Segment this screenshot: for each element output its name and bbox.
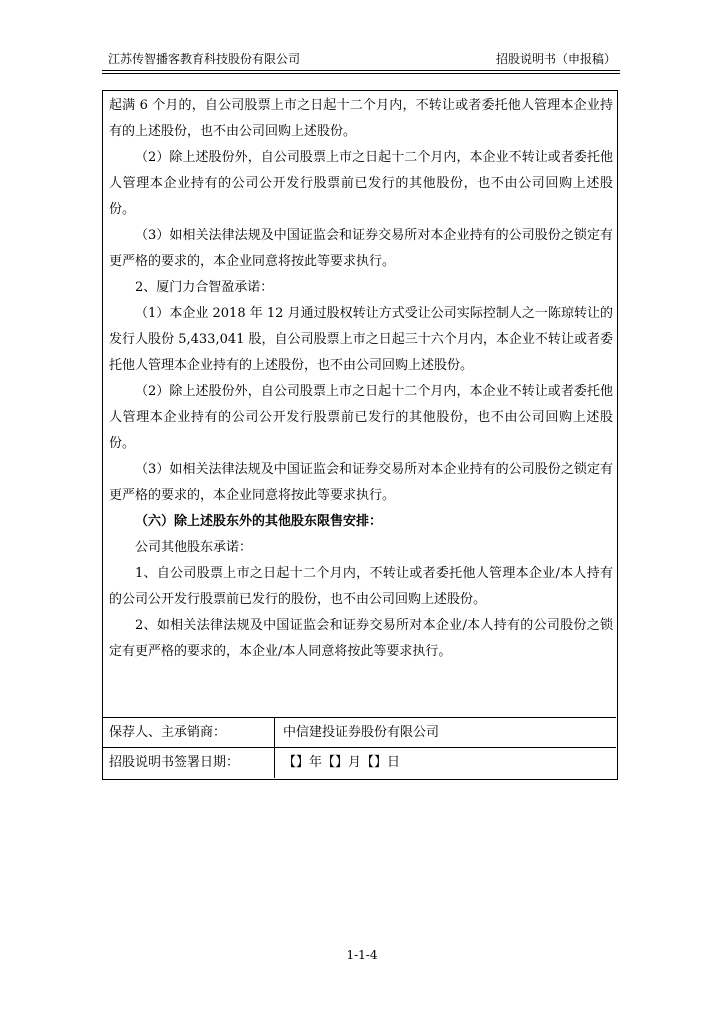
- paragraph: （1）本企业 2018 年 12 月通过股权转让方式受让公司实际控制人之一陈琼转让的发行人股份 5,433,041 股，自公司股票上市之日起三十六个月内，本企业不转让或者委托他人管理本企业持有的上述股份，也不由公司回购上述股份。: [109, 306, 613, 373]
- cell-divider: [274, 748, 275, 778]
- table-row: [103, 747, 616, 777]
- header-document-title: 招股说明书（申报稿）: [495, 52, 616, 66]
- paragraph: （3）如相关法律法规及中国证监会和证券交易所对本企业持有的公司股份之锁定有更严格的要求的，本企业同意将按此等要求执行。: [109, 228, 613, 269]
- header-rule: [102, 70, 620, 74]
- sponsor-label: 保荐人、主承销商：: [109, 725, 227, 740]
- paragraph: 1、自公司股票上市之日起十二个月内，不转让或者委托他人管理本企业/本人持有的公司公开发行股票前已发行的股份，也不由公司回购上述股份。: [109, 566, 613, 607]
- paragraph: 2、厦门力合智盈承诺：: [135, 280, 274, 295]
- signing-date-value: 【】年【】月【】日: [283, 755, 401, 770]
- body-text: [109, 93, 613, 665]
- content-box: [102, 90, 618, 780]
- signing-date-label: 招股说明书签署日期：: [109, 755, 240, 770]
- paragraph: 2、如相关法律法规及中国证监会和证券交易所对本企业/本人持有的公司股份之锁定有更严格的要求的，本企业/本人同意将按此等要求执行。: [109, 618, 613, 659]
- sponsor-value: 中信建投证券股份有限公司: [283, 725, 440, 740]
- paragraph: （2）除上述股份外，自公司股票上市之日起十二个月内，本企业不转让或者委托他人管理本企业持有的公司公开发行股票前已发行的其他股份，也不由公司回购上述股份。: [109, 384, 613, 451]
- cell-divider: [274, 718, 275, 748]
- table-row: [103, 717, 616, 747]
- page-number: 1-1-4: [346, 948, 378, 962]
- paragraph: （3）如相关法律法规及中国证监会和证券交易所对本企业持有的公司股份之锁定有更严格的要求的，本企业同意将按此等要求执行。: [109, 462, 613, 503]
- paragraph: （2）除上述股份外，自公司股票上市之日起十二个月内，本企业不转让或者委托他人管理本企业持有的公司公开发行股票前已发行的其他股份，也不由公司回购上述股份。: [109, 150, 613, 217]
- paragraph: 公司其他股东承诺：: [135, 540, 253, 555]
- section-heading: （六）除上述股东外的其他股东限售安排：: [135, 514, 383, 529]
- paragraph: 起满 6 个月的，自公司股票上市之日起十二个月内，不转让或者委托他人管理本企业持有的上述股份，也不由公司回购上述股份。: [109, 98, 613, 139]
- header-company-name: 江苏传智播客教育科技股份有限公司: [108, 52, 301, 66]
- page-header: [108, 50, 616, 68]
